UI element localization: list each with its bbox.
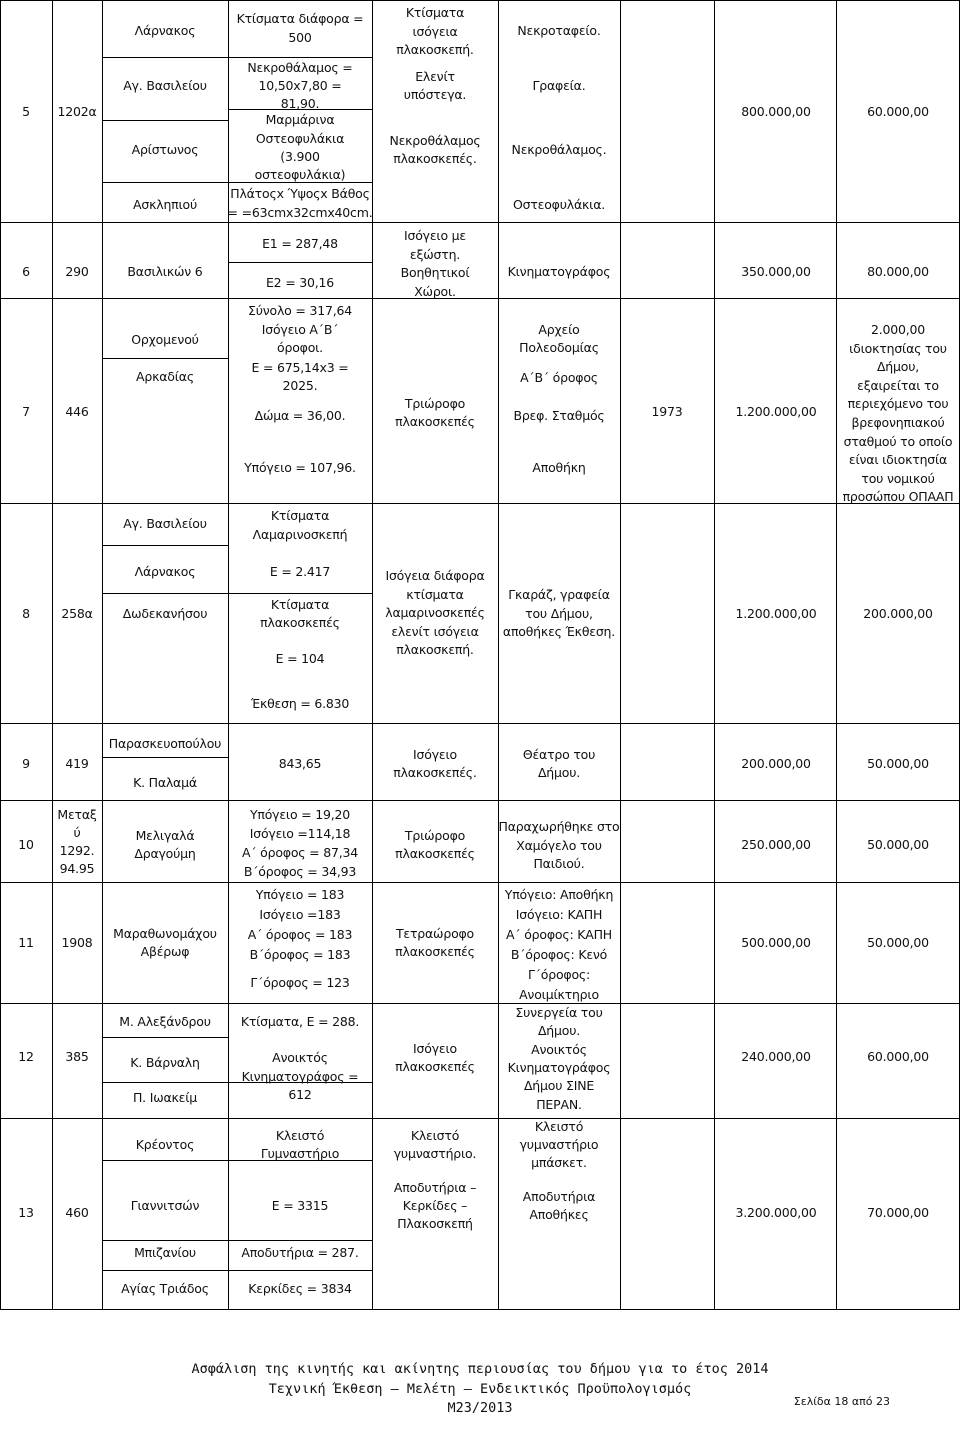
street-name: Αγ. Βασιλείου: [123, 78, 207, 93]
building-value: 500.000,00: [741, 935, 811, 950]
use-text: Δήμου.: [537, 765, 581, 780]
row-number: 7: [22, 404, 30, 419]
structure-text: Τριώροφο: [404, 396, 466, 411]
street-name: Βασιλικών 6: [127, 264, 203, 279]
row-number: 5: [22, 104, 30, 119]
contents-note: σταθμού το οποίο: [843, 433, 953, 449]
structure-text: λαμαρινοσκεπές: [385, 605, 485, 620]
building-value: 350.000,00: [741, 264, 811, 279]
structure-text: πλακοσκεπές.: [393, 765, 477, 780]
contents-note: προσώπου ΟΠΑΑΠ: [842, 489, 954, 505]
area-text: Μαρμάρινα: [265, 112, 335, 127]
area-text: 10,50x7,80 =: [258, 78, 342, 93]
use-text: Συνεργεία του: [515, 1005, 603, 1020]
contents-note: περιεχόμενο του: [847, 396, 949, 412]
building-value: 1.200.000,00: [735, 404, 817, 419]
contents-value: 200.000,00: [863, 606, 933, 621]
area-text: Υπόγειο = 19,20: [249, 807, 351, 822]
area-text: Ε = 2.417: [269, 564, 331, 579]
parcel-code: 446: [65, 404, 89, 419]
contents-note: Δήμου,: [876, 359, 920, 375]
structure-text: Κερκίδες –: [402, 1198, 468, 1213]
row-number: 8: [22, 606, 30, 621]
street-name: Μελιγαλά: [135, 828, 195, 843]
parcel-code: 1292.: [59, 843, 95, 858]
area-text: 2025.: [282, 378, 318, 393]
row-number: 13: [18, 1205, 34, 1220]
use-text: Ισόγειο: ΚΑΠΗ: [515, 907, 603, 922]
parcel-code: 258α: [61, 606, 93, 621]
use-text: Γραφεία.: [532, 78, 586, 93]
street-name: Παρασκευοπούλου: [108, 736, 222, 751]
structure-text: Κτίσματα: [405, 5, 465, 20]
street-name: Αρίστωνος: [131, 142, 199, 157]
area-text: Ανοικτός: [272, 1050, 328, 1065]
contents-value: 60.000,00: [867, 1049, 929, 1064]
street-name: Κρέοντος: [135, 1137, 195, 1152]
street-name: Λάρνακος: [134, 23, 196, 38]
structure-text: πλακοσκεπές: [395, 414, 475, 429]
use-text: ΠΕΡΑΝ.: [536, 1096, 582, 1112]
area-text: Σύνολο = 317,64: [248, 303, 352, 318]
area-text: Κινηματογράφος =: [241, 1069, 359, 1084]
contents-value: 50.000,00: [867, 756, 929, 771]
building-value: 800.000,00: [741, 104, 811, 119]
use-text: Δήμου ΣΙΝΕ: [523, 1078, 595, 1094]
area-text: Κερκίδες = 3834: [248, 1281, 352, 1296]
use-text: Γ΄όροφος:: [527, 967, 591, 982]
structure-text: Τετραώροφο: [395, 926, 475, 941]
parcel-code: Μεταξ: [57, 807, 97, 822]
use-text: μπάσκετ.: [531, 1155, 587, 1170]
structure-text: πλακοσκεπή.: [396, 42, 474, 57]
structure-text: Αποδυτήρια –: [393, 1180, 477, 1195]
area-text: = =63cmx32cmx40cm.: [227, 205, 373, 220]
structure-text: πλακοσκεπή.: [396, 642, 474, 657]
use-text: Βρεφ. Σταθμός: [513, 408, 605, 423]
area-text: Ε = 675,14x3 =: [251, 360, 349, 375]
area-text: όροφοι.: [277, 340, 323, 355]
area-text: Ε2 = 30,16: [265, 275, 335, 290]
building-value: 1.200.000,00: [735, 606, 817, 621]
street-name: Δωδεκανήσου: [122, 606, 208, 621]
street-name: Π. Ιωακείμ: [132, 1090, 198, 1105]
parcel-code: 1202α: [57, 104, 97, 119]
structure-text: Ισόγειο με: [404, 228, 466, 243]
use-text: Ανοιμίκτηριο: [519, 987, 599, 1002]
area-text: πλακοσκεπές: [260, 615, 340, 630]
structure-text: πλακοσκεπές: [395, 944, 475, 959]
area-text: Κτίσματα διάφορα =: [236, 11, 364, 26]
structure-text: Χώροι.: [414, 283, 456, 299]
street-name: Αρκαδίας: [136, 369, 194, 384]
use-text: Δήμου.: [537, 1023, 581, 1039]
footer-subtitle: Τεχνική Έκθεση – Μελέτη – Ενδεικτικός Προϋπολογισμός: [268, 1381, 692, 1397]
contents-value: 80.000,00: [867, 264, 929, 279]
area-text: Ισόγειο Α΄Β΄: [261, 322, 339, 337]
use-text: Οστεοφυλάκια.: [512, 197, 606, 212]
building-value: 240.000,00: [741, 1049, 811, 1064]
structure-text: ισόγεια: [412, 23, 458, 39]
contents-value: 50.000,00: [867, 935, 929, 950]
contents-note: ιδιοκτησίας του: [849, 340, 947, 356]
street-name: Κ. Παλαμά: [133, 775, 197, 790]
row-number: 12: [18, 1049, 34, 1064]
area-text: 612: [288, 1087, 312, 1102]
use-text: Α΄ όροφος: ΚΑΠΗ: [506, 927, 612, 942]
street-name: Κ. Βάρναλη: [130, 1055, 200, 1070]
structure-text: Κλειστό: [410, 1128, 460, 1143]
area-text: Δώμα = 36,00.: [254, 408, 346, 423]
contents-note: 2.000,00: [870, 322, 926, 337]
use-text: Χαμόγελο του: [516, 837, 602, 853]
use-text: Υπόγειο: Αποθήκη: [504, 887, 614, 902]
parcel-code: 419: [65, 756, 89, 771]
area-text: Οστεοφυλάκια: [255, 131, 345, 146]
use-text: Αποδυτήρια: [522, 1189, 596, 1204]
area-text: Έκθεση = 6.830: [250, 696, 350, 711]
use-text: Αρχείο: [538, 322, 580, 337]
structure-text: Πλακοσκεπή: [397, 1216, 473, 1231]
use-text: Αποθήκες: [529, 1207, 589, 1222]
street-name: Μ. Αλεξάνδρου: [119, 1014, 211, 1029]
area-text: Ε = 3315: [271, 1198, 329, 1213]
use-text: Ανοικτός: [531, 1041, 587, 1057]
area-text: Υπόγειο = 107,96.: [244, 460, 356, 475]
footer-code: Μ23/2013: [447, 1400, 513, 1416]
street-name: Μπιζανίου: [134, 1245, 196, 1260]
use-text: Νεκροταφείο.: [517, 23, 601, 38]
area-text: Κτίσματα, Ε = 288.: [240, 1014, 360, 1029]
structure-text: κτίσματα: [406, 586, 464, 602]
area-text: Β΄όροφος = 34,93: [243, 864, 357, 879]
area-text: Κτίσματα: [270, 508, 330, 523]
area-text: Λαμαρινοσκεπή: [252, 527, 348, 542]
building-value: 200.000,00: [741, 756, 811, 771]
street-name: Ορχομενού: [131, 332, 199, 347]
structure-text: Νεκροθάλαμος: [389, 133, 481, 148]
area-text: Κλειστό: [275, 1128, 325, 1143]
parcel-code: 1908: [61, 935, 93, 950]
street-name: Αβέρωφ: [140, 944, 190, 959]
contents-note: του νομικού: [861, 470, 935, 486]
area-text: Νεκροθάλαμος =: [247, 60, 353, 75]
row-number: 10: [18, 837, 34, 852]
footer-title: Ασφάλιση της κινητής και ακίνητης περιουσίας του δήμου για το έτος 2014: [191, 1361, 769, 1377]
area-text: Κτίσματα: [270, 597, 330, 612]
structure-text: πλακοσκεπές.: [393, 151, 477, 166]
use-text: Θέατρο του: [522, 747, 596, 762]
parcel-code: 290: [65, 264, 89, 279]
area-text: 500: [288, 29, 312, 45]
use-text: Νεκροθάλαμος.: [511, 142, 607, 157]
street-name: Αγίας Τριάδος: [121, 1281, 209, 1296]
area-text: Γ΄όροφος = 123: [250, 975, 350, 990]
building-value: 250.000,00: [741, 837, 811, 852]
use-text: Παιδιού.: [533, 856, 585, 871]
use-text: γυμναστήριο: [519, 1137, 599, 1152]
structure-text: Ελενίτ: [415, 69, 455, 84]
use-text: Β΄όροφος: Κενό: [510, 947, 608, 962]
area-text: Ε1 = 287,48: [262, 236, 338, 251]
street-name: Αγ. Βασιλείου: [123, 516, 207, 531]
parcel-code: 94.95: [59, 861, 95, 876]
use-text: Γκαράζ, γραφεία: [508, 587, 610, 602]
street-name: Λάρνακος: [134, 564, 196, 579]
area-text: Γυμναστήριο: [260, 1146, 340, 1161]
street-name: Γιαννιτσών: [130, 1198, 200, 1213]
structure-text: υπόστεγα.: [403, 87, 467, 102]
area-text: οστεοφυλάκια): [254, 167, 346, 182]
area-text: Ισόγειο =183: [259, 907, 341, 922]
area-text: Α΄ όροφος = 87,34: [241, 845, 359, 860]
contents-value: 50.000,00: [867, 837, 929, 852]
use-text: Κινηματογράφος: [507, 264, 611, 279]
area-text: Ε = 104: [275, 651, 325, 666]
area-text: Αποδυτήρια = 287.: [241, 1245, 359, 1260]
row-number: 11: [18, 935, 34, 950]
structure-text: πλακοσκεπές: [395, 1059, 475, 1074]
year-text: 1973: [651, 404, 683, 419]
parcel-code: ύ: [73, 825, 81, 840]
contents-note: είναι ιδιοκτησία: [848, 452, 948, 468]
area-text: Πλάτοςx Ύψοςx Βάθος: [230, 186, 370, 201]
area-text: Υπόγειο = 183: [255, 887, 345, 902]
area-text: Β΄όροφος = 183: [249, 947, 351, 962]
row-number: 9: [22, 756, 30, 771]
use-text: Αποθήκη: [532, 460, 586, 475]
structure-text: ελενίτ ισόγεια: [391, 623, 479, 639]
contents-note: εξαιρείται το: [857, 377, 939, 393]
structure-text: Τριώροφο: [404, 828, 466, 843]
use-text: Πολεοδομίας: [519, 340, 599, 355]
contents-note: βρεφονηπιακού: [851, 415, 945, 430]
contents-value: 60.000,00: [867, 104, 929, 119]
area-text: Ισόγειο =114,18: [249, 826, 351, 841]
structure-text: Ισόγειο: [413, 1041, 457, 1056]
parcel-code: 460: [65, 1205, 89, 1220]
use-text: Α΄Β΄ όροφος: [520, 370, 598, 385]
area-text: 81,90.: [280, 96, 320, 111]
structure-text: γυμναστήριο.: [393, 1146, 477, 1161]
building-value: 3.200.000,00: [735, 1205, 817, 1220]
structure-text: Ισόγεια διάφορα: [385, 568, 485, 583]
structure-text: εξώστη.: [409, 246, 461, 262]
row-number: 6: [22, 264, 30, 279]
street-name: Δραγούμη: [134, 846, 196, 861]
structure-text: πλακοσκεπές: [395, 846, 475, 861]
contents-value: 70.000,00: [867, 1205, 929, 1220]
page-number: Σελίδα 18 από 23: [793, 1395, 890, 1408]
use-text: Παραχωρήθηκε στο: [498, 819, 620, 834]
street-name: Ασκληπιού: [133, 197, 197, 212]
parcel-code: 385: [65, 1049, 89, 1064]
street-name: Μαραθωνομάχου: [113, 926, 217, 941]
use-text: αποθήκες Έκθεση.: [502, 624, 616, 639]
use-text: Κλειστό: [534, 1119, 584, 1134]
use-text: Κινηματογράφος: [507, 1059, 611, 1075]
area-text: 843,65: [278, 756, 322, 771]
area-text: Α΄ όροφος = 183: [247, 927, 353, 942]
structure-text: Βοηθητικοί: [400, 265, 470, 280]
structure-text: Ισόγειο: [413, 747, 457, 762]
area-text: (3.900: [280, 149, 320, 164]
use-text: του Δήμου,: [525, 605, 593, 621]
